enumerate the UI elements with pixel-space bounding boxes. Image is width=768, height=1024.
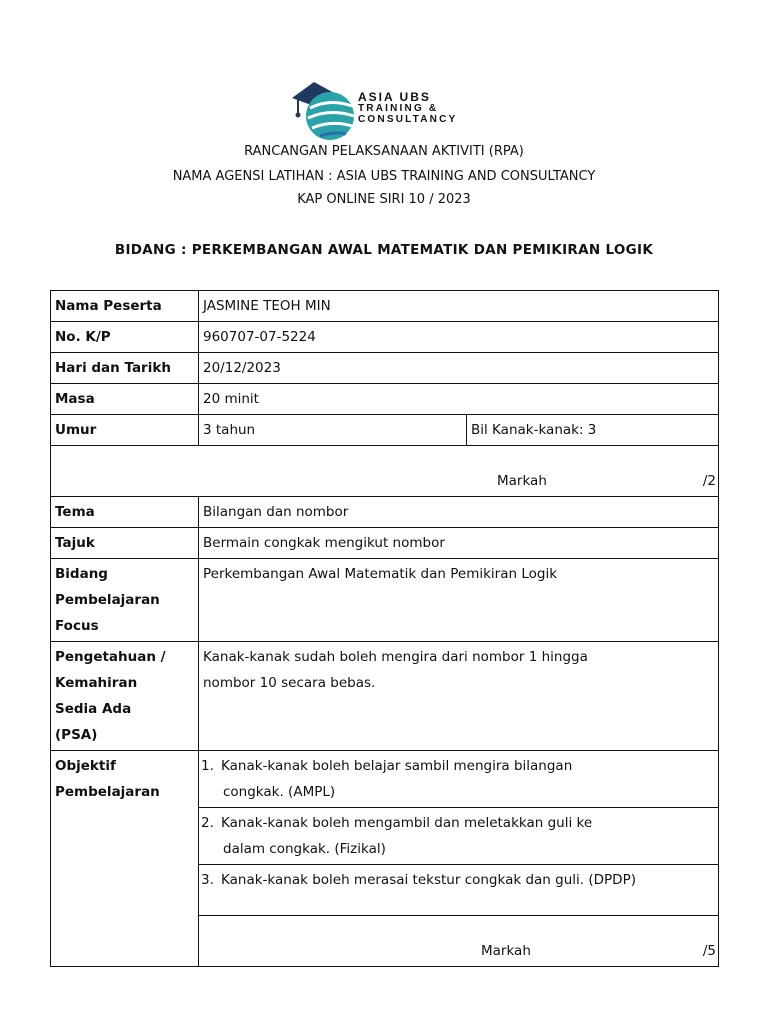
series-name: KAP ONLINE SIRI 10 / 2023 — [297, 192, 471, 207]
tema-value: Bilangan dan nombor — [199, 497, 719, 528]
markah-1-cell — [51, 446, 719, 497]
table-row — [51, 322, 719, 353]
umur-value: 3 tahun — [199, 415, 467, 446]
markah-2-cell — [199, 916, 719, 967]
psa-value-line: Kanak-kanak sudah boleh mengira dari nombor 1 hingga — [203, 649, 588, 665]
rpa-table — [50, 290, 719, 967]
objective-2 — [199, 808, 719, 865]
nama-label: Nama Peserta — [51, 291, 199, 322]
objective-2-text-cont: dalam congkak. (Fizikal) — [223, 841, 386, 857]
tajuk-label: Tajuk — [51, 528, 199, 559]
document-title: RANCANGAN PELAKSANAAN AKTIVITI (RPA) — [244, 144, 524, 159]
psa-label — [51, 642, 199, 751]
bidang-label-line: Bidang — [55, 566, 108, 582]
masa-label: Masa — [51, 384, 199, 415]
logo-line-1: ASIA UBS — [358, 90, 431, 104]
table-row — [51, 559, 719, 642]
table-row — [51, 384, 719, 415]
psa-label-line: Kemahiran — [55, 675, 138, 691]
tajuk-value: Bermain congkak mengikut nombor — [199, 528, 719, 559]
objective-3-text: Kanak-kanak boleh merasai tekstur congkak dan guli. (DPDP) — [221, 872, 636, 888]
kp-label: No. K/P — [51, 322, 199, 353]
markah-1-label: Markah — [497, 473, 547, 489]
graduation-cap-globe-icon — [290, 76, 360, 144]
bidang-label — [51, 559, 199, 642]
kp-value: 960707-07-5224 — [199, 322, 719, 353]
table-row — [51, 528, 719, 559]
table-row — [51, 415, 719, 446]
field-heading: BIDANG : PERKEMBANGAN AWAL MATEMATIK DAN PEMIKIRAN LOGIK — [114, 242, 654, 258]
umur-label: Umur — [51, 415, 199, 446]
table-row — [51, 353, 719, 384]
objektif-label-line: Pembelajaran — [55, 784, 160, 800]
bil-value: Bil Kanak-kanak: 3 — [467, 415, 719, 446]
objective-3 — [199, 865, 719, 916]
psa-label-line: (PSA) — [55, 727, 98, 743]
table-row — [51, 291, 719, 322]
hari-label: Hari dan Tarikh — [51, 353, 199, 384]
table-row — [51, 446, 719, 497]
markah-1-total: /2 — [702, 473, 717, 489]
objective-3-number: 3. — [201, 872, 214, 888]
objective-1-text: Kanak-kanak boleh belajar sambil mengira bilangan — [221, 758, 573, 774]
objective-2-text: Kanak-kanak boleh mengambil dan meletakkan guli ke — [221, 815, 593, 831]
agency-name: NAMA AGENSI LATIHAN : ASIA UBS TRAINING AND CONSULTANCY — [172, 169, 596, 184]
objektif-label — [51, 751, 199, 967]
nama-value: JASMINE TEOH MIN — [199, 291, 719, 322]
table-row — [51, 497, 719, 528]
logo-line-3: CONSULTANCY — [358, 114, 458, 125]
bidang-label-line: Focus — [55, 618, 99, 634]
objective-1 — [199, 751, 719, 808]
masa-value: 20 minit — [199, 384, 719, 415]
psa-label-line: Pengetahuan / — [55, 649, 166, 665]
bidang-value: Perkembangan Awal Matematik dan Pemikiran Logik — [199, 559, 719, 642]
markah-2-label: Markah — [481, 943, 531, 959]
psa-value — [199, 642, 719, 751]
markah-2-total: /5 — [702, 943, 717, 959]
logo-text — [358, 92, 457, 125]
psa-value-line: nombor 10 secara bebas. — [203, 675, 376, 691]
objective-1-number: 1. — [201, 758, 214, 774]
objektif-label-line: Objektif — [55, 758, 116, 774]
objective-2-number: 2. — [201, 815, 214, 831]
hari-value: 20/12/2023 — [199, 353, 719, 384]
table-row — [51, 751, 719, 808]
tema-label: Tema — [51, 497, 199, 528]
bidang-label-line: Pembelajaran — [55, 592, 160, 608]
objective-1-text-cont: congkak. (AMPL) — [223, 784, 336, 800]
table-row — [51, 642, 719, 751]
logo-line-2: TRAINING & — [358, 103, 439, 114]
psa-label-line: Sedia Ada — [55, 701, 132, 717]
